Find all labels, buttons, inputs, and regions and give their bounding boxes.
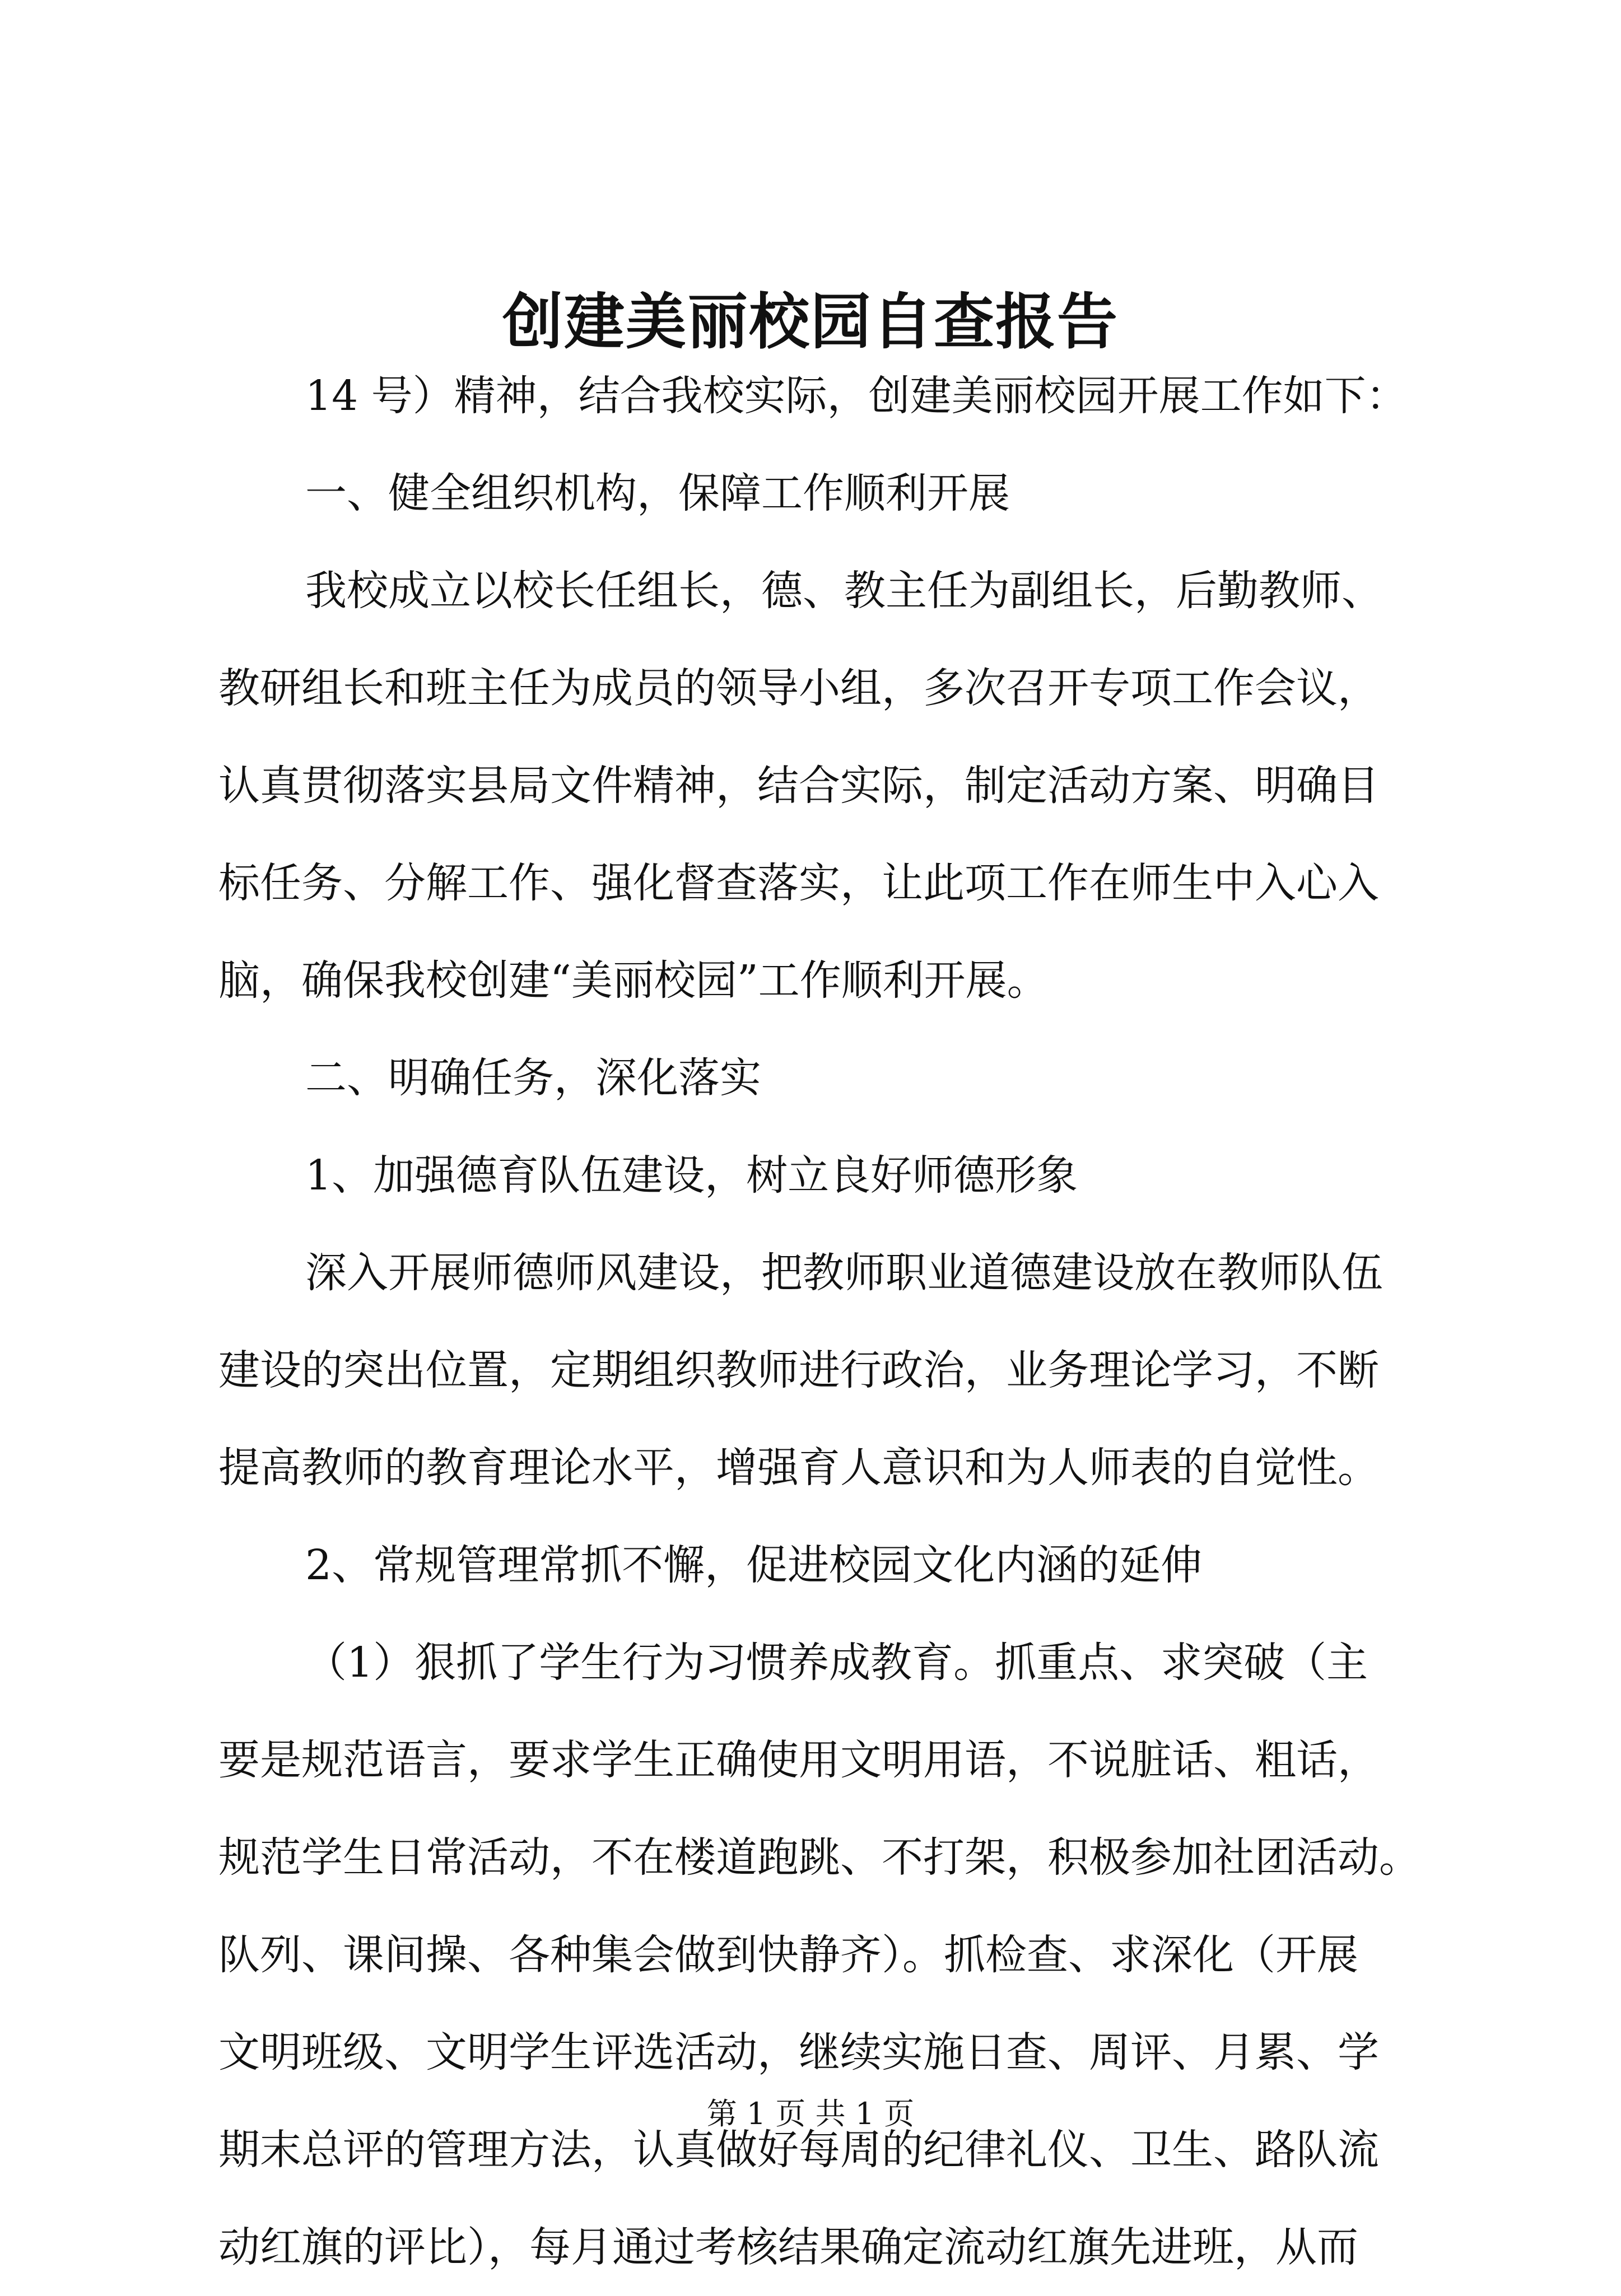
text-line: 建设的突出位置，定期组织教师进行政治，业务理论学习，不断	[218, 1346, 1379, 1394]
subsection-heading: 2、常规管理常抓不懈，促进校园文化内涵的延伸	[305, 1541, 1203, 1589]
text-line: 动红旗的评比），每月通过考核结果确定流动红旗先进班，从而	[218, 2223, 1358, 2271]
text-line: 认真贯彻落实县局文件精神，结合实际，制定活动方案、明确目	[218, 762, 1379, 810]
text-line: 14 号）精神，结合我校实际，创建美丽校园开展工作如下：	[305, 372, 1408, 420]
text-line: 规范学生日常活动，不在楼道跑跳、不打架，积极参加社团活动。	[218, 1833, 1420, 1882]
text-line: 提高教师的教育理论水平，增强育人意识和为人师表的自觉性。	[218, 1444, 1379, 1492]
text-line: 要是规范语言，要求学生正确使用文明用语，不说脏话、粗话，	[218, 1736, 1379, 1784]
text-line: 文明班级、文明学生评选活动，继续实施日查、周评、月累、学	[218, 2028, 1379, 2076]
text-line: 标任务、分解工作、强化督查落实，让此项工作在师生中入心入	[218, 859, 1379, 907]
text-line: （1）狠抓了学生行为习惯养成教育。抓重点、求突破（主	[305, 1639, 1368, 1687]
text-line: 期末总评的管理方法，认真做好每周的纪律礼仪、卫生、路队流	[218, 2126, 1379, 2174]
section-heading: 一、健全组织机构，保障工作顺利开展	[305, 469, 1010, 517]
text-line: 我校成立以校长任组长，德、教主任为副组长，后勤教师、	[305, 567, 1383, 615]
text-line: 队列、课间操、各种集会做到快静齐）。抓检查、求深化（开展	[218, 1931, 1358, 1979]
document-body	[218, 347, 1423, 2296]
section-heading: 二、明确任务，深化落实	[305, 1054, 761, 1102]
subsection-heading: 1、加强德育队伍建设，树立良好师德形象	[305, 1151, 1078, 1200]
text-line: 教研组长和班主任为成员的领导小组，多次召开专项工作会议，	[218, 664, 1379, 712]
document-title: 创建美丽校园自查报告	[502, 287, 1119, 357]
text-line: 脑，确保我校创建“美丽校园”工作顺利开展。	[218, 956, 1049, 1005]
page-footer: 第 1 页 共 1 页	[706, 2096, 915, 2131]
text-line: 深入开展师德师风建设，把教师职业道德建设放在教师队伍	[305, 1249, 1383, 1297]
